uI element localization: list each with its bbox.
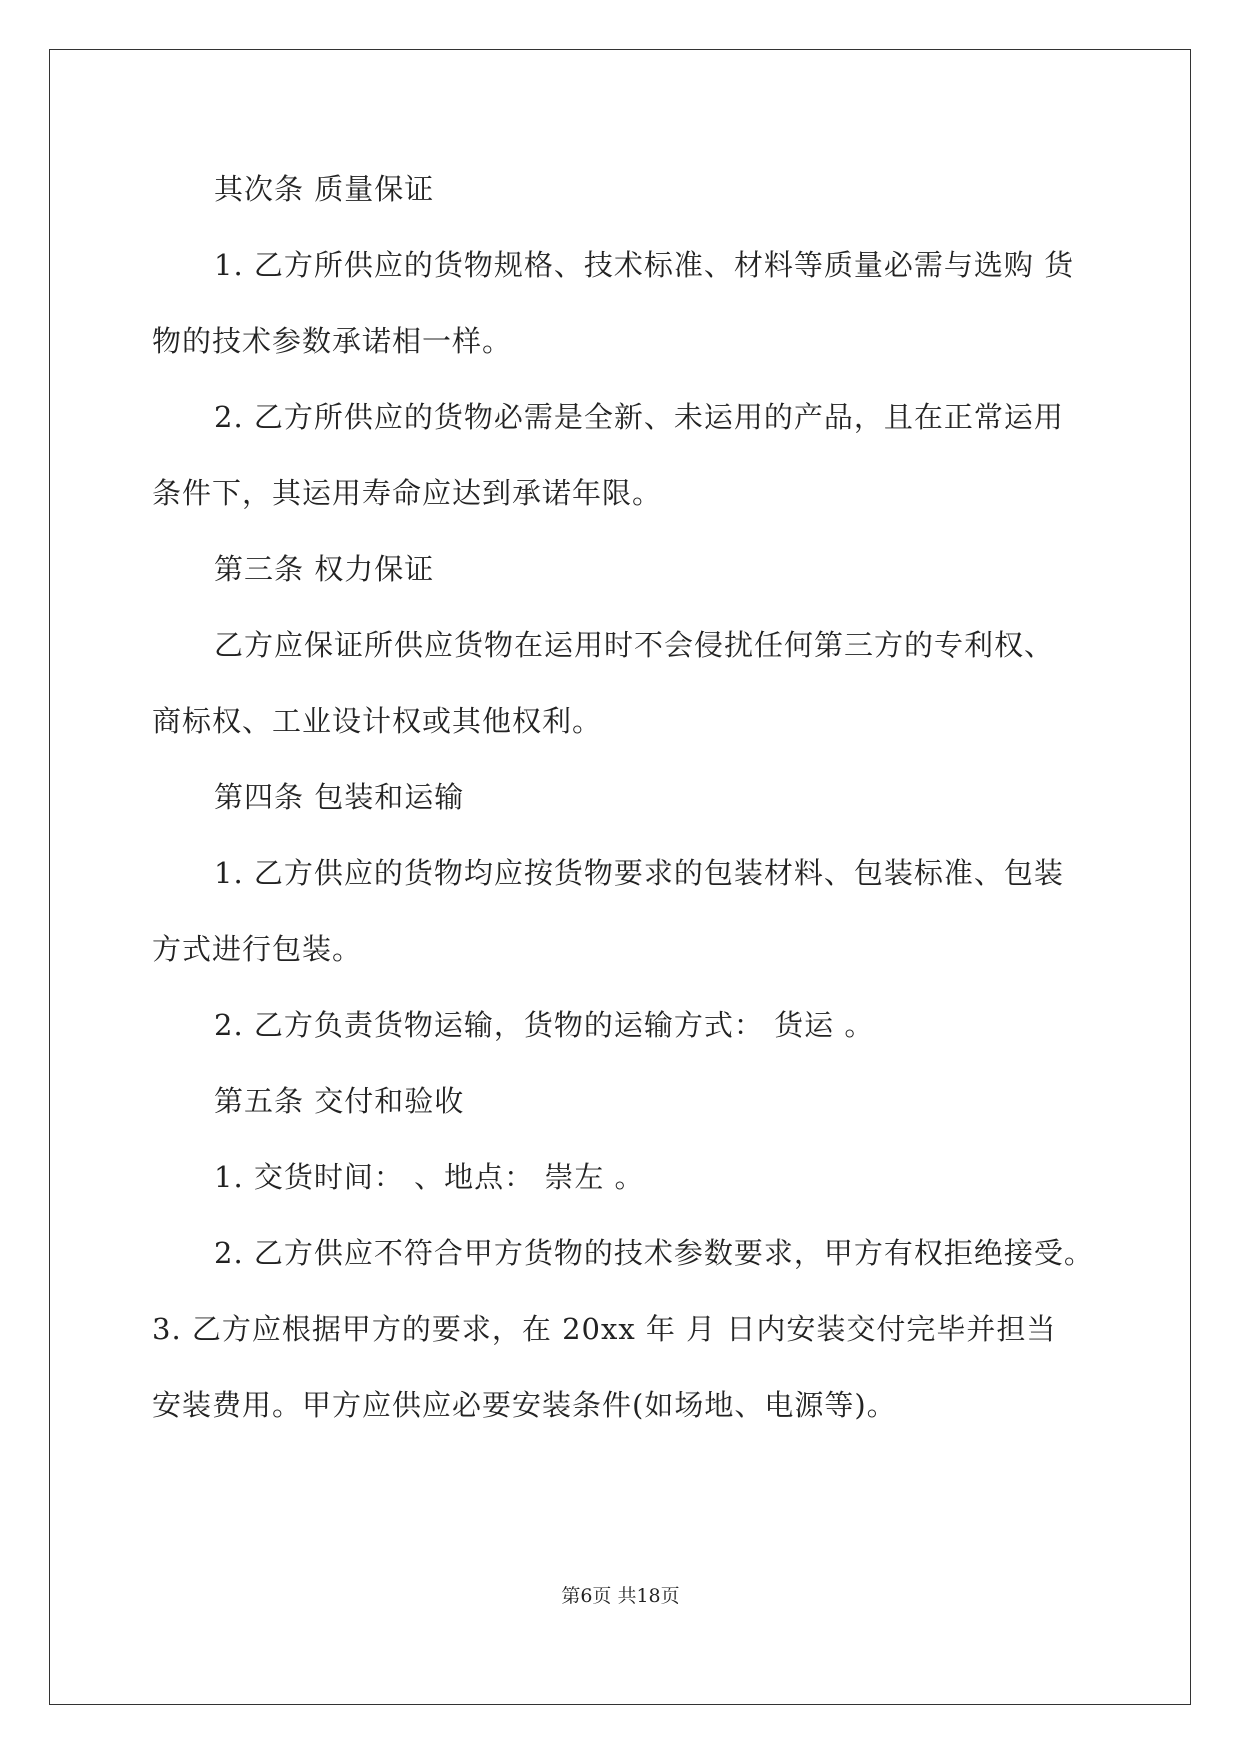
section-heading-delivery: 第五条 交付和验收	[214, 1084, 465, 1118]
paragraph-line: 2. 乙方负责货物运输，货物的运输方式： 货运 。	[214, 1008, 875, 1042]
paragraph-line: 物的技术参数承诺相一样。	[152, 324, 513, 358]
paragraph-line: 乙方应保证所供应货物在运用时不会侵扰任何第三方的专利权、	[214, 628, 1055, 662]
paragraph-line: 2. 乙方供应不符合甲方货物的技术参数要求，甲方有权拒绝接受。	[214, 1236, 1094, 1270]
page-number-footer: 第6页 共18页	[561, 1585, 680, 1607]
paragraph-line: 3. 乙方应根据甲方的要求，在 20xx 年 月 日内安装交付完毕并担当	[152, 1312, 1057, 1346]
paragraph-line: 1. 乙方所供应的货物规格、技术标准、材料等质量必需与选购 货	[214, 248, 1075, 282]
paragraph-line: 1. 交货时间： 、地点： 崇左 。	[214, 1160, 645, 1194]
section-heading-quality: 其次条 质量保证	[214, 172, 435, 206]
paragraph-line: 方式进行包装。	[152, 932, 363, 966]
paragraph-line: 2. 乙方所供应的货物必需是全新、未运用的产品，且在正常运用	[214, 400, 1064, 434]
paragraph-line: 安装费用。甲方应供应必要安装条件(如场地、电源等)。	[152, 1388, 897, 1422]
section-heading-packaging: 第四条 包装和运输	[214, 780, 465, 814]
section-heading-rights: 第三条 权力保证	[214, 552, 435, 586]
paragraph-line: 商标权、工业设计权或其他权利。	[152, 704, 603, 738]
paragraph-line: 条件下，其运用寿命应达到承诺年限。	[152, 476, 663, 510]
paragraph-line: 1. 乙方供应的货物均应按货物要求的包装材料、包装标准、包装	[214, 856, 1064, 890]
